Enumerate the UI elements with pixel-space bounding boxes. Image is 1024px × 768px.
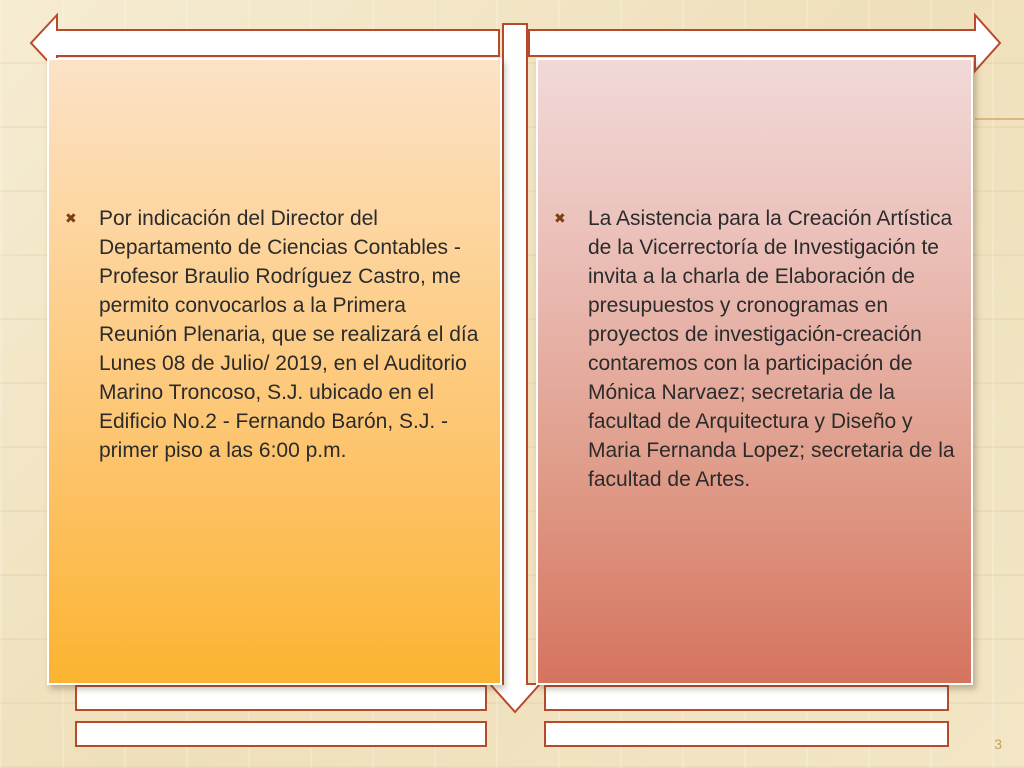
left-bullet-item (63, 204, 483, 465)
left-text-panel (47, 58, 502, 685)
x-bullet-icon: ✖ (65, 210, 77, 226)
page-number: 3 (994, 736, 1002, 752)
right-bullet-item (552, 204, 958, 494)
bottom-box-left-2 (76, 722, 486, 746)
decorative-line (975, 118, 1024, 120)
left-bullet-text: Por indicación del Director del Departamento de Ciencias Contables - Profesor Braulio Rodríguez Castro, me permito convocarlos a la Primera Reunión Plenaria, que se realizará el día Lunes 08 de Julio/ 2019, en el Auditorio Marino Troncoso, S.J. ubicado en el Edificio No.2 - Fernando Barón, S.J. - primer piso a las 6:00 p.m. (99, 207, 479, 462)
x-bullet-icon: ✖ (554, 210, 566, 226)
right-text-panel (536, 58, 973, 685)
bottom-box-right-1 (545, 686, 948, 710)
bottom-box-left-1 (76, 686, 486, 710)
right-bullet-text: La Asistencia para la Creación Artística de la Vicerrectoría de Investigación te invita a la charla de Elaboración de presupuestos y cronogramas en proyectos de investigación-creación contaremos con la participación de Mónica Narvaez; secretaria de la facultad de Arquitectura y Diseño y Maria Fernanda Lopez; secretaria de la facultad de Artes. (588, 207, 955, 491)
bottom-box-right-2 (545, 722, 948, 746)
